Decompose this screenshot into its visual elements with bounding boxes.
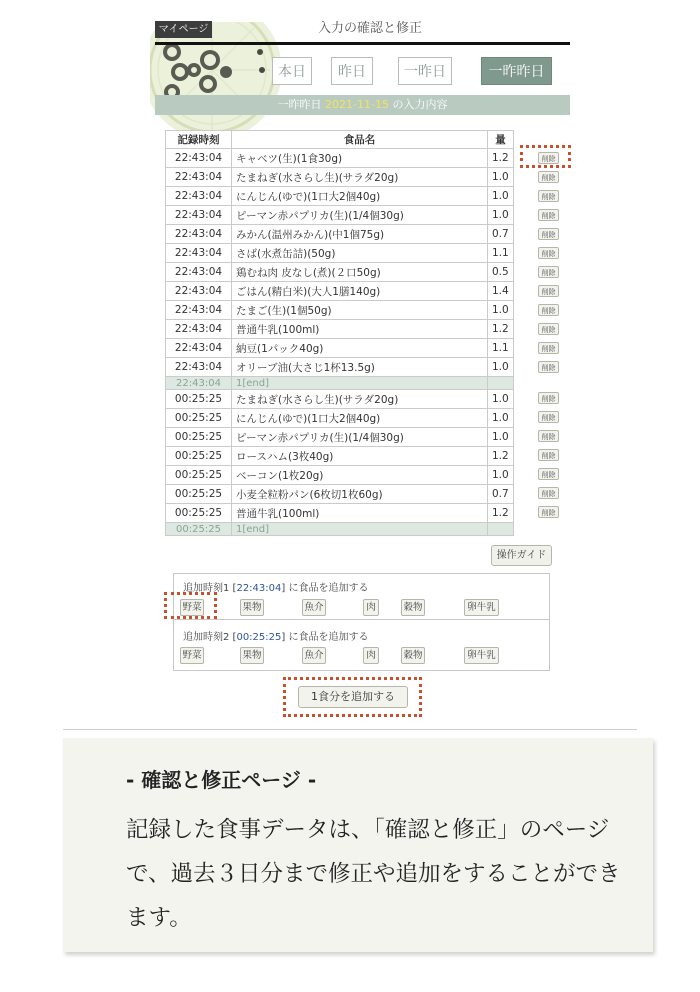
header-food: 食品名 bbox=[232, 131, 488, 149]
add-panel-divider bbox=[174, 619, 549, 620]
cell-qty bbox=[488, 523, 514, 536]
cell-food: キャベツ(生)(1食30g) bbox=[232, 149, 488, 168]
cell-qty: 0.7 bbox=[488, 485, 514, 504]
header-divider bbox=[155, 42, 570, 45]
table-row bbox=[166, 339, 514, 358]
add-time-1-suffix: ] に食品を追加する bbox=[281, 583, 369, 594]
category-button-1[interactable]: 魚介 bbox=[302, 599, 326, 616]
info-date: 2021-11-15 bbox=[325, 98, 389, 111]
cell-time: 22:43:04 bbox=[166, 225, 232, 244]
delete-button[interactable]: 削除 bbox=[538, 430, 559, 442]
delete-button[interactable]: 削除 bbox=[538, 449, 559, 461]
cell-time: 22:43:04 bbox=[166, 301, 232, 320]
cell-food: ごはん(精白米)(大人1膳140g) bbox=[232, 282, 488, 301]
cell-qty: 1.2 bbox=[488, 149, 514, 168]
table-end-row bbox=[166, 377, 514, 390]
cell-qty: 1.0 bbox=[488, 390, 514, 409]
cell-qty: 1.0 bbox=[488, 428, 514, 447]
cell-time: 00:25:25 bbox=[166, 390, 232, 409]
cell-food: ベーコン(1枚20g) bbox=[232, 466, 488, 485]
category-button-1[interactable]: 野菜 bbox=[180, 599, 204, 616]
delete-button[interactable]: 削除 bbox=[538, 323, 559, 335]
page-title: 入力の確認と修正 bbox=[317, 21, 422, 36]
tab-yesterday[interactable]: 昨日 bbox=[331, 57, 373, 85]
delete-button[interactable]: 削除 bbox=[538, 468, 559, 480]
table-row bbox=[166, 187, 514, 206]
table-row bbox=[166, 390, 514, 409]
add-time-1-prefix: 追加時刻1 [ bbox=[183, 583, 237, 594]
cell-qty: 1.0 bbox=[488, 301, 514, 320]
table-header-row bbox=[166, 131, 514, 149]
cell-time: 00:25:25 bbox=[166, 428, 232, 447]
cell-qty: 1.4 bbox=[488, 282, 514, 301]
table-row bbox=[166, 149, 514, 168]
cell-qty: 1.0 bbox=[488, 206, 514, 225]
cell-qty: 1.0 bbox=[488, 409, 514, 428]
table-row bbox=[166, 282, 514, 301]
add-time-2-label bbox=[183, 628, 368, 643]
cell-time: 22:43:04 bbox=[166, 206, 232, 225]
info-suffix: の入力内容 bbox=[388, 98, 448, 111]
table-row bbox=[166, 301, 514, 320]
highlight-delete-box bbox=[520, 145, 571, 168]
operation-guide-button[interactable]: 操作ガイド bbox=[491, 545, 552, 566]
delete-button[interactable]: 削除 bbox=[538, 228, 559, 240]
table-row bbox=[166, 428, 514, 447]
cell-qty: 1.1 bbox=[488, 339, 514, 358]
cell-qty: 1.0 bbox=[488, 358, 514, 377]
delete-button[interactable]: 削除 bbox=[538, 506, 559, 518]
table-row bbox=[166, 447, 514, 466]
delete-button[interactable]: 削除 bbox=[538, 342, 559, 354]
tab-today[interactable]: 本日 bbox=[272, 57, 312, 85]
table-end-row bbox=[166, 523, 514, 536]
category-button-1[interactable]: 穀物 bbox=[401, 599, 425, 616]
category-button-2[interactable]: 野菜 bbox=[180, 647, 204, 664]
table-row bbox=[166, 466, 514, 485]
delete-button[interactable]: 削除 bbox=[538, 285, 559, 297]
cell-qty: 1.2 bbox=[488, 320, 514, 339]
table-row bbox=[166, 206, 514, 225]
header-time: 記録時刻 bbox=[166, 131, 232, 149]
cell-food: ピーマン赤パプリカ(生)(1/4個30g) bbox=[232, 428, 488, 447]
cell-time: 22:43:04 bbox=[166, 320, 232, 339]
delete-button[interactable]: 削除 bbox=[538, 266, 559, 278]
delete-button[interactable]: 削除 bbox=[538, 487, 559, 499]
cell-time: 22:43:04 bbox=[166, 282, 232, 301]
cell-time: 00:25:25 bbox=[166, 504, 232, 523]
cell-time: 22:43:04 bbox=[166, 149, 232, 168]
cell-food: たまねぎ(水さらし生)(サラダ20g) bbox=[232, 390, 488, 409]
cell-time: 22:43:04 bbox=[166, 377, 232, 390]
food-record-table bbox=[165, 130, 514, 536]
cell-qty: 1.2 bbox=[488, 447, 514, 466]
cell-food: 普通牛乳(100ml) bbox=[232, 504, 488, 523]
add-one-meal-button[interactable]: 1食分を追加する bbox=[298, 686, 408, 708]
delete-button[interactable]: 削除 bbox=[538, 392, 559, 404]
cell-time: 00:25:25 bbox=[166, 523, 232, 536]
header-qty: 量 bbox=[488, 131, 514, 149]
cell-time: 22:43:04 bbox=[166, 187, 232, 206]
category-button-1[interactable]: 肉 bbox=[363, 599, 379, 616]
cell-time: 00:25:25 bbox=[166, 409, 232, 428]
cell-food: 1[end] bbox=[232, 523, 488, 536]
delete-button[interactable]: 削除 bbox=[538, 209, 559, 221]
delete-button[interactable]: 削除 bbox=[538, 411, 559, 423]
delete-button[interactable]: 削除 bbox=[538, 247, 559, 259]
cell-qty bbox=[488, 377, 514, 390]
cell-qty: 0.7 bbox=[488, 225, 514, 244]
category-button-2[interactable]: 魚介 bbox=[302, 647, 326, 664]
cell-food: オリーブ油(大さじ1杯13.5g) bbox=[232, 358, 488, 377]
highlight-add-meal-box bbox=[283, 677, 422, 717]
table-row bbox=[166, 320, 514, 339]
cell-food: 普通牛乳(100ml) bbox=[232, 320, 488, 339]
add-time-1-value: 22:43:04 bbox=[236, 583, 282, 594]
mypage-button[interactable]: マイページ bbox=[155, 21, 212, 38]
date-info-bar bbox=[155, 95, 570, 115]
cell-food: みかん(温州みかん)(中1個75g) bbox=[232, 225, 488, 244]
cell-food: 納豆(1パック40g) bbox=[232, 339, 488, 358]
cell-time: 22:43:04 bbox=[166, 263, 232, 282]
cell-qty: 1.1 bbox=[488, 244, 514, 263]
explanation-title: - 確認と修正ページ - bbox=[126, 768, 317, 792]
category-button-1[interactable]: 卵牛乳 bbox=[464, 599, 499, 616]
cell-food: ピーマン赤パプリカ(生)(1/4個30g) bbox=[232, 206, 488, 225]
table-row bbox=[166, 485, 514, 504]
cell-food: 鶏むね肉 皮なし(煮)(２口50g) bbox=[232, 263, 488, 282]
explanation-body: 記録した食事データは、「確認と修正」のページで、過去３日分まで修正や追加をすることができます。 bbox=[126, 817, 621, 931]
category-button-2[interactable]: 肉 bbox=[363, 647, 379, 664]
cell-time: 22:43:04 bbox=[166, 339, 232, 358]
category-button-2[interactable]: 穀物 bbox=[401, 647, 425, 664]
category-button-1[interactable]: 果物 bbox=[240, 599, 264, 616]
cell-time: 22:43:04 bbox=[166, 358, 232, 377]
add-time-2-value: 00:25:25 bbox=[236, 632, 282, 643]
delete-button[interactable]: 削除 bbox=[538, 361, 559, 373]
cell-food: にんじん(ゆで)(1口大2個40g) bbox=[232, 187, 488, 206]
table-row bbox=[166, 358, 514, 377]
table-row bbox=[166, 504, 514, 523]
delete-button[interactable]: 削除 bbox=[538, 304, 559, 316]
table-row bbox=[166, 409, 514, 428]
cell-food: たまご(生)(1個50g) bbox=[232, 301, 488, 320]
cell-food: さば(水煮缶詰)(50g) bbox=[232, 244, 488, 263]
cell-time: 00:25:25 bbox=[166, 447, 232, 466]
cell-food: にんじん(ゆで)(1口大2個40g) bbox=[232, 409, 488, 428]
cell-time: 22:43:04 bbox=[166, 168, 232, 187]
tab-day-before-yesterday[interactable]: 一昨日 bbox=[398, 57, 452, 85]
cell-qty: 1.0 bbox=[488, 187, 514, 206]
table-row bbox=[166, 244, 514, 263]
cell-qty: 0.5 bbox=[488, 263, 514, 282]
cell-time: 00:25:25 bbox=[166, 466, 232, 485]
tab-three-days-ago[interactable]: 一昨昨日 bbox=[481, 57, 552, 85]
section-divider bbox=[63, 729, 637, 730]
table-row bbox=[166, 168, 514, 187]
category-button-2[interactable]: 果物 bbox=[240, 647, 264, 664]
cell-food: ロースハム(3枚40g) bbox=[232, 447, 488, 466]
table-row bbox=[166, 225, 514, 244]
highlight-vegetable-box bbox=[164, 592, 217, 619]
cell-food: 小麦全粒粉パン(6枚切1枚60g) bbox=[232, 485, 488, 504]
category-button-2[interactable]: 卵牛乳 bbox=[464, 647, 499, 664]
info-prefix: 一昨昨日 bbox=[277, 98, 326, 111]
cell-food: たまねぎ(水さらし生)(サラダ20g) bbox=[232, 168, 488, 187]
cell-qty: 1.0 bbox=[488, 168, 514, 187]
delete-button[interactable]: 削除 bbox=[538, 152, 559, 164]
delete-button[interactable]: 削除 bbox=[538, 171, 559, 183]
delete-button[interactable]: 削除 bbox=[538, 190, 559, 202]
cell-time: 00:25:25 bbox=[166, 485, 232, 504]
cell-food: 1[end] bbox=[232, 377, 488, 390]
add-time-2-suffix: ] に食品を追加する bbox=[281, 632, 369, 643]
cell-time: 22:43:04 bbox=[166, 244, 232, 263]
cell-qty: 1.2 bbox=[488, 504, 514, 523]
table-row bbox=[166, 263, 514, 282]
add-time-2-prefix: 追加時刻2 [ bbox=[183, 632, 237, 643]
cell-qty: 1.0 bbox=[488, 466, 514, 485]
